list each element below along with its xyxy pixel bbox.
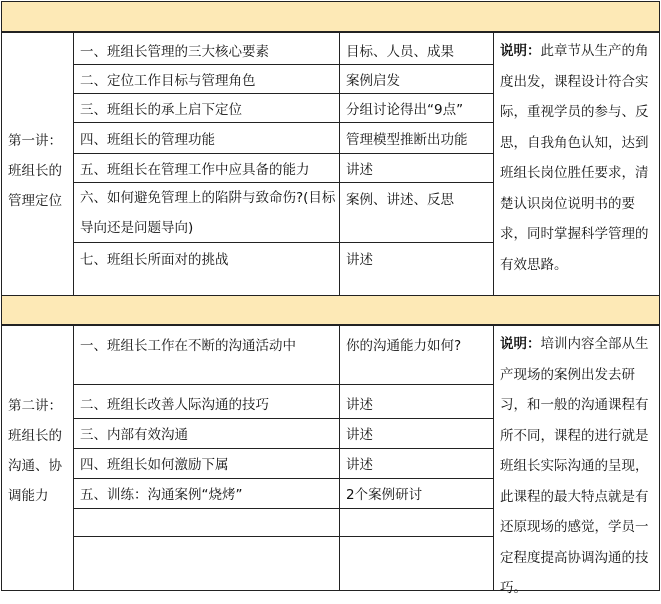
- lecture-1-title: 第一讲： 班组长的 管理定位: [8, 133, 62, 209]
- s1-method-2: 案例启发: [346, 73, 400, 89]
- s2-method-1: 你的沟通能力如何?: [346, 338, 462, 354]
- s2-topic-2: 二、班组长改善人际沟通的技巧: [80, 397, 269, 413]
- s1-description-label: 说明：: [500, 43, 541, 59]
- s1-method-6: 案例、讲述、反思: [346, 192, 454, 208]
- s1-description-text: 此章节从生产的角度出发，课程设计符合实际，重视学员的参与、反思，自我角色认知，达到班组长岗位胜任要求，清楚认识岗位说明书的要求，同时掌握科学管理的有效思路。: [500, 43, 649, 273]
- s2-method-3: 讲述: [346, 427, 373, 443]
- s2-description-label: 说明：: [500, 336, 541, 352]
- s1-method-4: 管理模型推断出功能: [346, 132, 468, 148]
- section2-header-band: [1, 296, 660, 325]
- s1-description: [500, 36, 656, 280]
- s2-description: [500, 329, 656, 604]
- s2-topic-5: 五、训练：沟通案例“烧烤”: [80, 487, 243, 503]
- s2-method-4: 讲述: [346, 457, 373, 473]
- section1-header-band: [1, 1, 660, 32]
- s1-topic-2: 二、定位工作目标与管理角色: [80, 73, 256, 89]
- s1-topic-4: 四、班组长的管理功能: [80, 132, 215, 148]
- s2-topic-1: 一、班组长工作在不断的沟通活动中: [80, 338, 296, 354]
- s1-topic-1: 一、班组长管理的三大核心要素: [80, 44, 269, 60]
- s1-topic-5: 五、班组长在管理工作中应具备的能力: [80, 162, 310, 178]
- s1-method-5: 讲述: [346, 162, 373, 178]
- lecture-2-title: 第二讲： 班组长的 沟通、协 调能力: [8, 398, 62, 504]
- s1-method-1: 目标、人员、成果: [346, 44, 454, 60]
- s2-topic-3: 三、内部有效沟通: [80, 427, 188, 443]
- s1-topic-7: 七、班组长所面对的挑战: [80, 252, 229, 268]
- s1-topic-3: 三、班组长的承上启下定位: [80, 102, 242, 118]
- s2-description-text: 培训内容全部从生产现场的案例出发去研习，和一般的沟通课程有所不同，课程的进行就是班组长实际沟通的呈现，此课程的最大特点就是有还原现场的感觉，学员一定程度提高协调沟通的技巧。: [500, 336, 649, 596]
- s2-method-2: 讲述: [346, 397, 373, 413]
- s1-topic-6: 六、如何避免管理上的陷阱与致命伤?(目标导向还是问题导向): [80, 190, 336, 236]
- s1-method-7: 讲述: [346, 252, 373, 268]
- s1-method-3: 分组讨论得出“9点”: [346, 102, 464, 118]
- s2-topic-4: 四、班组长如何激励下属: [80, 457, 229, 473]
- s2-method-5: 2个案例研讨: [346, 487, 423, 503]
